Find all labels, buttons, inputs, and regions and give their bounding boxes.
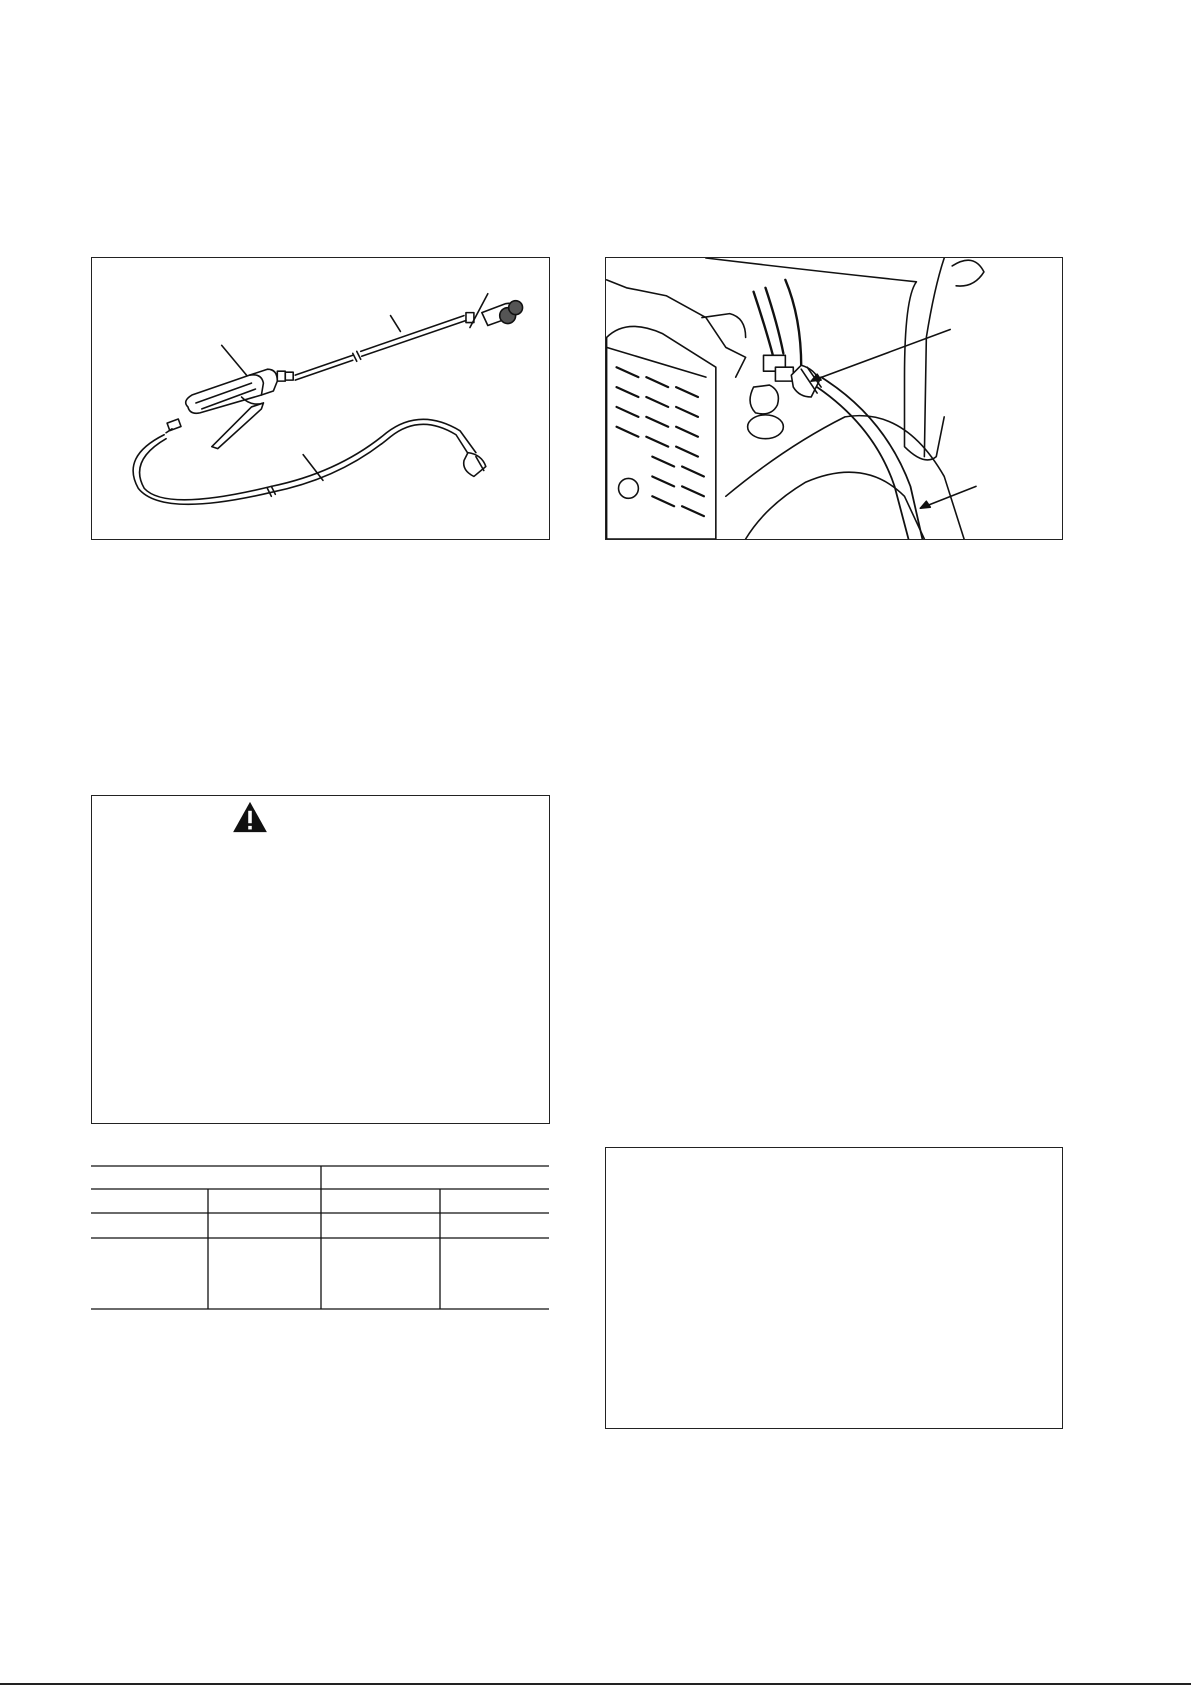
spec-table-grid xyxy=(91,1165,549,1310)
warning-box xyxy=(91,795,550,1124)
spray-gun-wand-hose-illustration xyxy=(92,258,549,539)
pump-hose-connection-illustration xyxy=(606,258,1062,539)
note-box xyxy=(605,1147,1063,1429)
figure-pump-hose-connection xyxy=(605,257,1063,540)
spec-table xyxy=(91,1165,549,1310)
figure-spray-gun xyxy=(91,257,550,540)
warning-triangle-icon xyxy=(232,801,268,833)
